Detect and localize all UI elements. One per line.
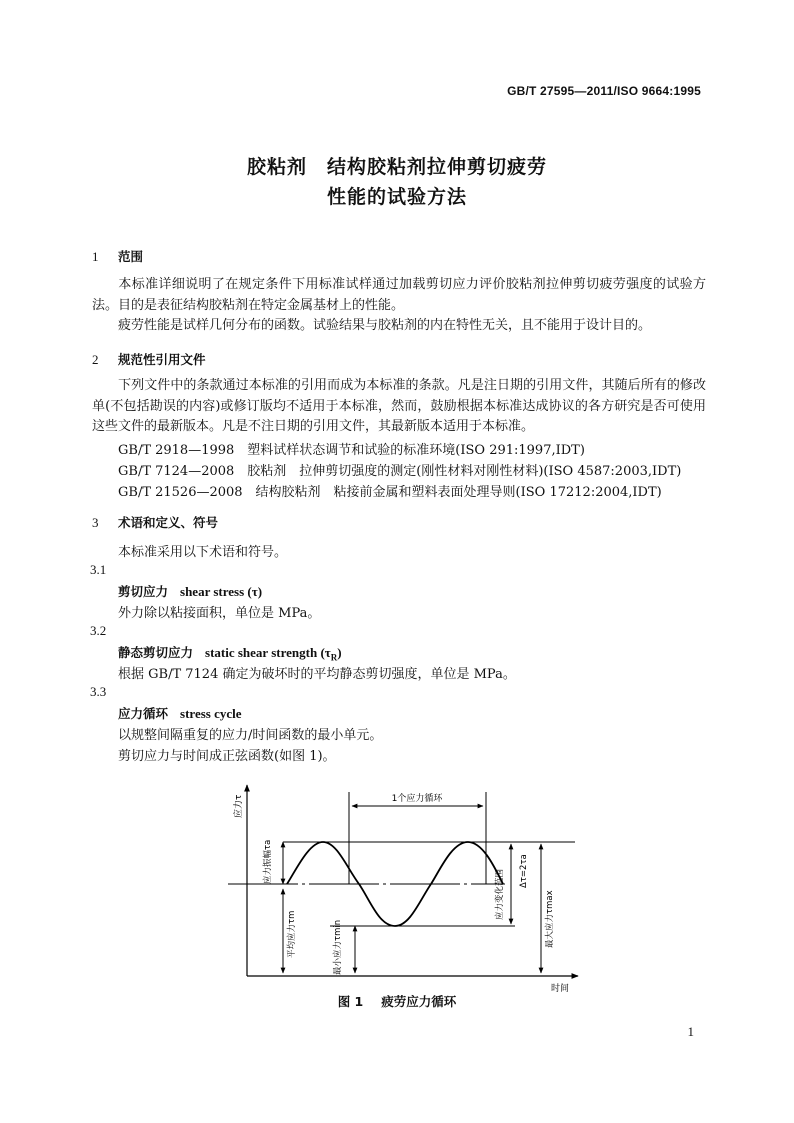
range-formula: Δτ=2τa bbox=[519, 854, 529, 888]
standard-number: GB/T 27595—2011/ISO 9664:1995 bbox=[507, 84, 701, 98]
range-label: 应力变化范围 bbox=[495, 868, 505, 920]
page-number: 1 bbox=[687, 1024, 694, 1039]
reference-item: GB/T 2918—1998 塑料试样状态调节和试验的标准环境(ISO 291:1997,IDT) bbox=[118, 443, 585, 458]
term-3-2-definition: 根据 GB/T 7124 确定为破坏时的平均静态剪切强度，单位是 MPa。 bbox=[118, 667, 516, 682]
figure-caption: 图 1 疲劳应力循环 bbox=[337, 994, 457, 1009]
amplitude-label: 应力振幅τa bbox=[263, 839, 273, 884]
term-3-3-number: 3.3 bbox=[90, 684, 107, 699]
mean-label: 平均应力τm bbox=[287, 910, 297, 958]
reference-item: GB/T 7124—2008 胶粘剂 拉伸剪切强度的测定(刚性材料对刚性材料)(ISO 4587:2003,IDT) bbox=[118, 464, 682, 479]
document-title-line2: 性能的试验方法 bbox=[326, 186, 467, 208]
section-2-heading: 2 规范性引用文件 bbox=[92, 352, 206, 367]
term-3-1-definition: 外力除以粘接面积，单位是 MPa。 bbox=[118, 606, 321, 621]
term-3-3-name: 应力循环 stress cycle bbox=[118, 706, 242, 721]
term-3-2-number: 3.2 bbox=[90, 623, 107, 638]
document-title-line1: 胶粘剂 结构胶粘剂拉伸剪切疲劳 bbox=[246, 156, 547, 178]
section-3-heading: 3 术语和定义、符号 bbox=[92, 515, 219, 530]
term-3-1-number: 3.1 bbox=[90, 562, 107, 577]
section-1-paragraph-1: 本标准详细说明了在规定条件下用标准试样通过加载剪切应力评价胶粘剂拉伸剪切疲劳强度的试验方法。目的是表征结构胶粘剂在特定金属基材上的性能。 bbox=[92, 277, 706, 313]
section-1-heading: 1 范围 bbox=[92, 249, 144, 264]
section-1-paragraph-2: 疲劳性能是试样几何分布的函数。试验结果与胶粘剂的内在特性无关，且不能用于设计目的。 bbox=[118, 318, 652, 333]
max-label: 最大应力τmax bbox=[545, 890, 555, 948]
x-axis-label: 时间 bbox=[550, 984, 570, 994]
y-axis-label: 应力τ bbox=[234, 794, 244, 818]
term-3-2-name: 静态剪切应力 static shear strength $(\tau_R)$ bbox=[118, 645, 342, 663]
term-3-3-note: 剪切应力与时间成正弦函数(如图 1)。 bbox=[118, 749, 336, 764]
cycle-label: 1个应力循环 bbox=[391, 794, 443, 804]
term-3-1-name: 剪切应力 shear stress (τ) bbox=[118, 584, 263, 599]
min-label: 最小应力τmin bbox=[333, 919, 343, 975]
section-2-paragraph-1: 下列文件中的条款通过本标准的引用而成为本标准的条款。凡是注日期的引用文件，其随后所有的修改单(不包括勘误的内容)或修订版均不适用于本标准，然而，鼓励根据本标准达成协议的各方研究是否可使用这些文件的最新版本。凡是不注日期的引用文件，其最新版本适用于本标准。 bbox=[92, 378, 706, 434]
reference-item: GB/T 21526—2008 结构胶粘剂 粘接前金属和塑料表面处理导则(ISO 17212:2004,IDT) bbox=[118, 485, 662, 500]
term-3-3-definition: 以规整间隔重复的应力/时间函数的最小单元。 bbox=[118, 728, 383, 743]
section-3-intro: 本标准采用以下术语和符号。 bbox=[118, 545, 288, 560]
